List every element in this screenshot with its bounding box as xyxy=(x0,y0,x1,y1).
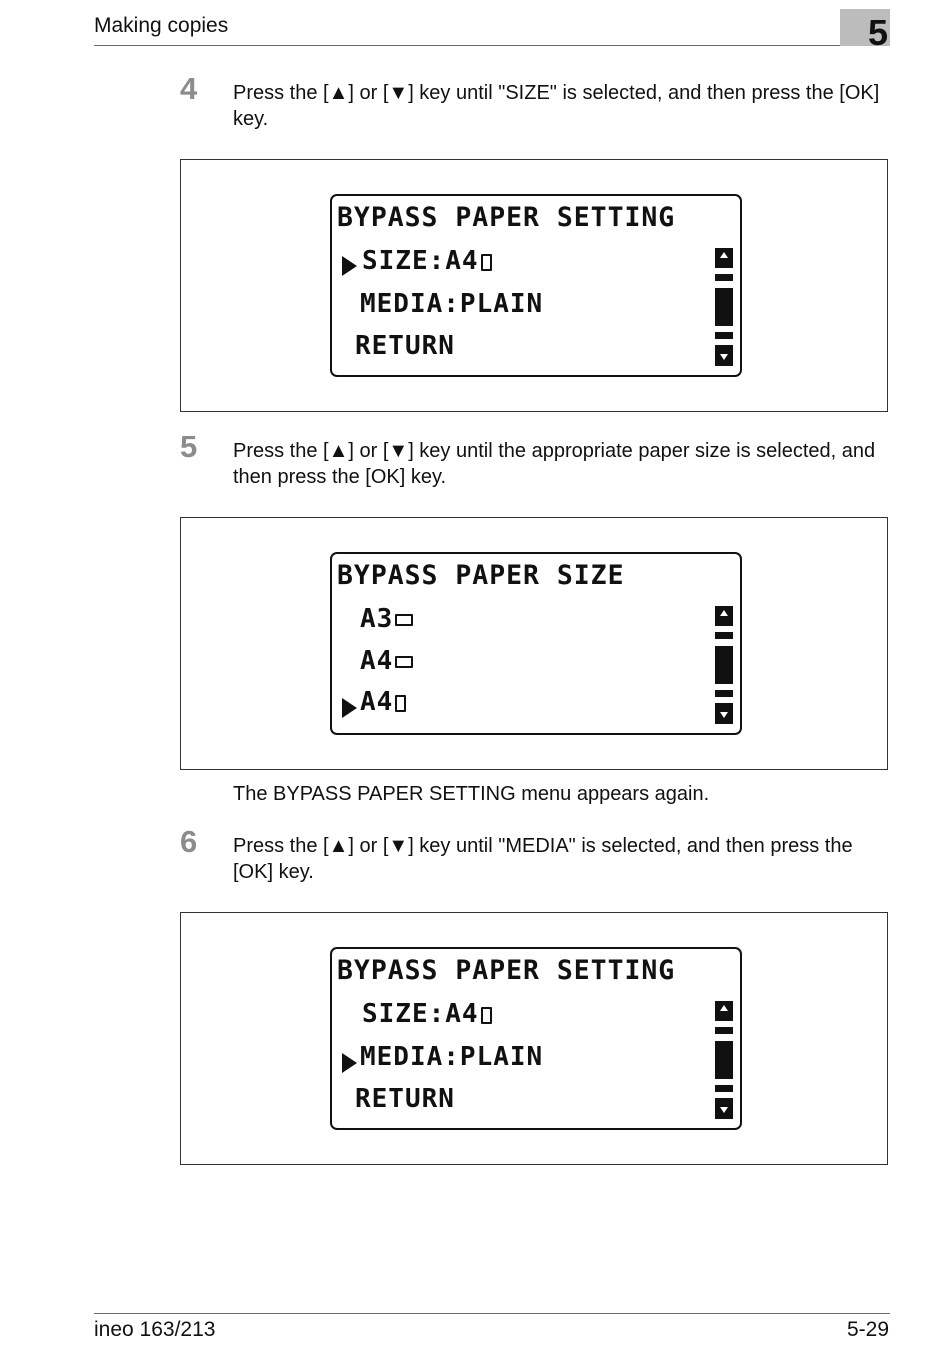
step-number: 5 xyxy=(180,429,198,464)
paper-landscape-icon xyxy=(395,656,413,668)
scrollbar-icon xyxy=(715,606,733,724)
size-option-a4-landscape xyxy=(360,646,413,676)
menu-item-size xyxy=(362,246,492,276)
step-instruction: Press the [▲] or [▼] key until the appropriate paper size is selected, and then press the [OK] key. xyxy=(233,440,876,488)
running-header-title: Making copies xyxy=(94,14,229,37)
size-option-label: A4 xyxy=(360,687,394,717)
chapter-number: 5 xyxy=(867,12,888,53)
selection-cursor-icon xyxy=(342,1053,357,1073)
lcd-screen xyxy=(330,947,742,1130)
menu-item-return: RETURN xyxy=(355,331,455,361)
size-option-label: A4 xyxy=(360,646,394,676)
menu-item-media: MEDIA:PLAIN xyxy=(360,1042,544,1072)
step-number: 4 xyxy=(180,71,198,106)
size-option-a3-landscape xyxy=(360,604,413,634)
screen-title: BYPASS PAPER SETTING xyxy=(337,202,676,233)
size-option-label: A3 xyxy=(360,604,394,634)
paper-portrait-icon xyxy=(395,695,406,712)
menu-item-return: RETURN xyxy=(355,1084,455,1114)
paper-portrait-icon xyxy=(481,1007,492,1024)
size-option-a4-portrait xyxy=(360,687,406,717)
step-instruction: Press the [▲] or [▼] key until "SIZE" is selected, and then press the [OK] key. xyxy=(233,82,880,130)
footer-model: ineo 163/213 xyxy=(94,1318,216,1341)
menu-item-media: MEDIA:PLAIN xyxy=(360,289,544,319)
display-figure xyxy=(180,912,888,1165)
chapter-tab xyxy=(840,9,890,53)
menu-item-label: SIZE:A4 xyxy=(362,246,479,276)
step-instruction: Press the [▲] or [▼] key until "MEDIA" is selected, and then press the [OK] key. xyxy=(233,835,853,883)
display-figure xyxy=(180,159,888,412)
footer-rule xyxy=(94,1313,890,1314)
menu-item-label: SIZE:A4 xyxy=(362,999,479,1029)
paper-portrait-icon xyxy=(481,254,492,271)
result-note: The BYPASS PAPER SETTING menu appears again. xyxy=(233,783,710,805)
page-number: 5-29 xyxy=(846,1318,889,1341)
step-number: 6 xyxy=(180,824,198,859)
screen-title: BYPASS PAPER SIZE xyxy=(337,560,625,591)
selection-cursor-icon xyxy=(342,256,357,276)
scrollbar-icon xyxy=(715,1001,733,1119)
lcd-screen xyxy=(330,552,742,735)
display-figure xyxy=(180,517,888,770)
paper-landscape-icon xyxy=(395,614,413,626)
header-rule xyxy=(94,45,890,46)
menu-item-size xyxy=(362,999,492,1029)
screen-title: BYPASS PAPER SETTING xyxy=(337,955,676,986)
selection-cursor-icon xyxy=(342,698,357,718)
scrollbar-icon xyxy=(715,248,733,366)
lcd-screen xyxy=(330,194,742,377)
